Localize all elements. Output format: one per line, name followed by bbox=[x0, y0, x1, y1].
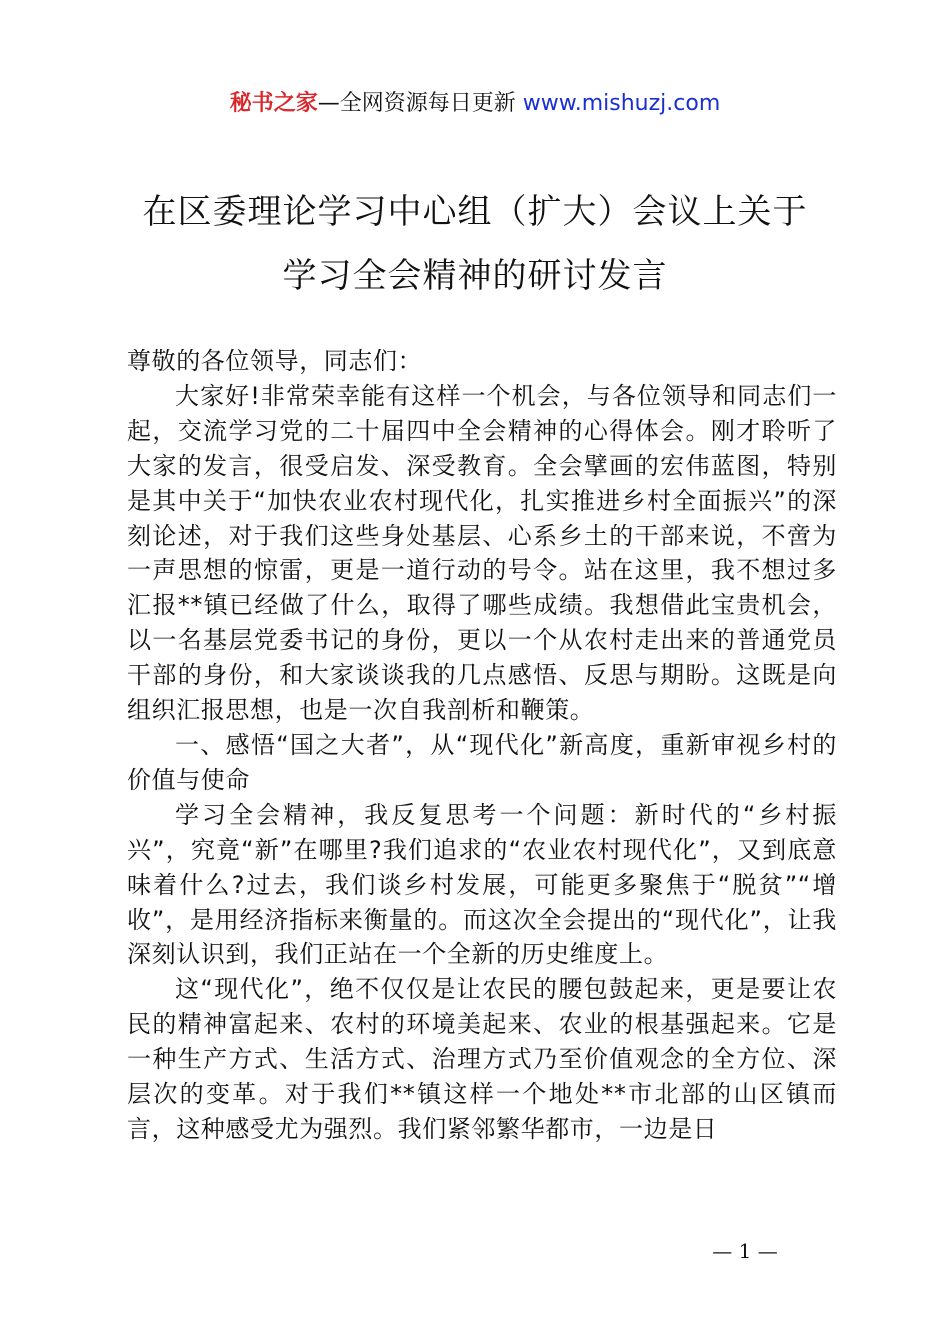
site-url-link[interactable]: www.mishuzj.com bbox=[522, 91, 721, 116]
document-title-line-1: 在区委理论学习中心组（扩大）会议上关于 bbox=[142, 192, 808, 232]
document-title-line-2: 学习全会精神的研讨发言 bbox=[282, 256, 668, 296]
salutation: 尊敬的各位领导，同志们： bbox=[127, 347, 423, 375]
document-body bbox=[127, 344, 837, 1147]
paragraph-intro: 大家好!非常荣幸能有这样一个机会，与各位领导和同志们一起，交流学习党的二十届四中全会精神的心得体会。刚才聆听了大家的发言，很受启发、深受教育。全会擘画的宏伟蓝图，特别是其中关于“加快农业农村现代化，扎实推进乡村全面振兴”的深刻论述，对于我们这些身处基层、心系乡土的干部来说，不啻为一声思想的惊雷，更是一道行动的号令。站在这里，我不想过多汇报**镇已经做了什么，取得了哪些成绩。我想借此宝贵机会，以一名基层党委书记的身份，更以一个从农村走出来的普通党员干部的身份，和大家谈谈我的几点感悟、反思与期盼。这既是向组织汇报思想，也是一次自我剖析和鞭策。 bbox=[127, 381, 837, 725]
site-header bbox=[0, 86, 950, 122]
page-number: — 1 — bbox=[712, 1239, 778, 1263]
section-heading-1: 一、感悟“国之大者”，从“现代化”新高度，重新审视乡村的价值与使命 bbox=[127, 730, 837, 794]
paragraph-3: 这“现代化”，绝不仅仅是让农民的腰包鼓起来，更是要让农民的精神富起来、农村的环境美起来、农业的根基强起来。它是一种生产方式、生活方式、治理方式乃至价值观念的全方位、深层次的变革。对于我们**镇这样一个地处**市北部的山区镇而言，这种感受尤为强烈。我们紧邻繁华都市，一边是日 bbox=[127, 975, 837, 1143]
site-tagline: —全网资源每日更新 bbox=[317, 91, 523, 116]
paragraph-2: 学习全会精神，我反复思考一个问题：新时代的“乡村振兴”，究竟“新”在哪里?我们追求的“农业农村现代化”，又到底意味着什么?过去，我们谈乡村发展，可能更多聚焦于“脱贫”“增收”，是用经济指标来衡量的。而这次全会提出的“现代化”，让我深刻认识到，我们正站在一个全新的历史维度上。 bbox=[127, 800, 837, 969]
site-brand: 秘书之家 bbox=[229, 91, 318, 116]
